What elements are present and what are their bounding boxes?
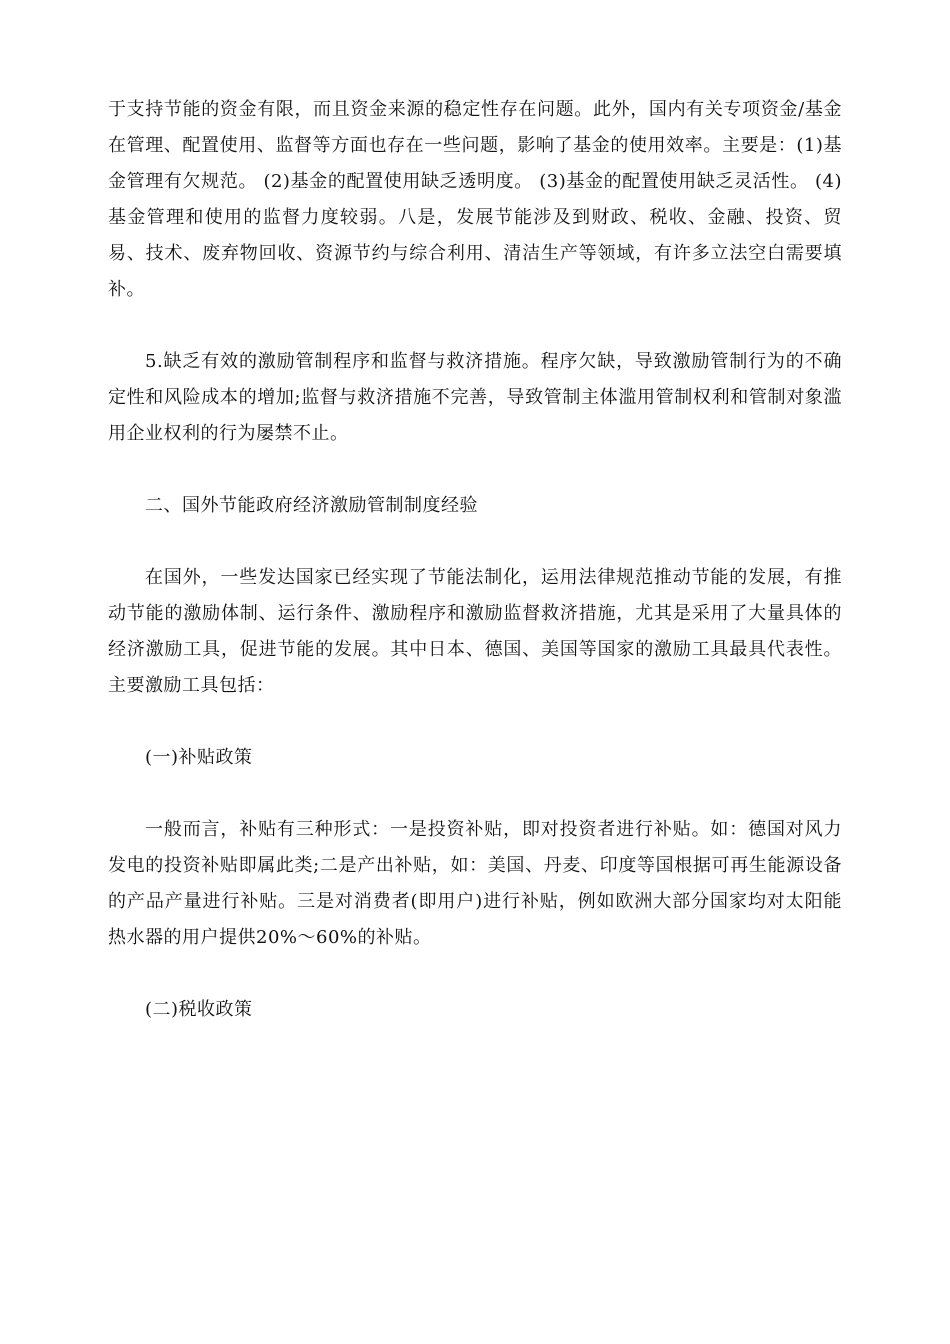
paragraph-foreign-overview: 在国外，一些发达国家已经实现了节能法制化，运用法律规范推动节能的发展，有推动节能的激励体制、运行条件、激励程序和激励监督救济措施，尤其是采用了大量具体的经济激励工具，促进节能的发展。其中日本、德国、美国等国家的激励工具最具代表性。主要激励工具包括： — [108, 567, 842, 696]
paragraph-lack-of-procedures: 5.缺乏有效的激励管制程序和监督与救济措施。程序欠缺，导致激励管制行为的不确定性和风险成本的增加;监督与救济措施不完善，导致管制主体滥用管制权利和管制对象滥用企业权利的行为屡禁不止。 — [108, 351, 842, 444]
paragraph-funding-issues: 于支持节能的资金有限，而且资金来源的稳定性存在问题。此外，国内有关专项资金/基金在管理、配置使用、监督等方面也存在一些问题，影响了基金的使用效率。主要是：(1)基金管理有欠规范。 (2)基金的配置使用缺乏透明度。 (3)基金的配置使用缺乏灵活性。 (4)基金管理和使用的监督力度较弱。八是，发展节能涉及到财政、税收、金融、投资、贸易、技术、废弃物回收、资源节约与综合利用、清洁生产等领域，有许多立法空白需要填补。 — [108, 99, 842, 300]
subheading-tax-policy: (二)税收政策 — [145, 999, 253, 1020]
section-heading-foreign-experience: 二、国外节能政府经济激励管制制度经验 — [145, 495, 478, 516]
paragraph-subsidy-forms: 一般而言，补贴有三种形式：一是投资补贴，即对投资者进行补贴。如：德国对风力发电的投资补贴即属此类;二是产出补贴，如：美国、丹麦、印度等国根据可再生能源设备的产品产量进行补贴。三是对消费者(即用户)进行补贴，例如欧洲大部分国家均对太阳能热水器的用户提供20%～60%的补贴。 — [108, 819, 842, 948]
subheading-subsidy-policy: (一)补贴政策 — [145, 747, 253, 768]
